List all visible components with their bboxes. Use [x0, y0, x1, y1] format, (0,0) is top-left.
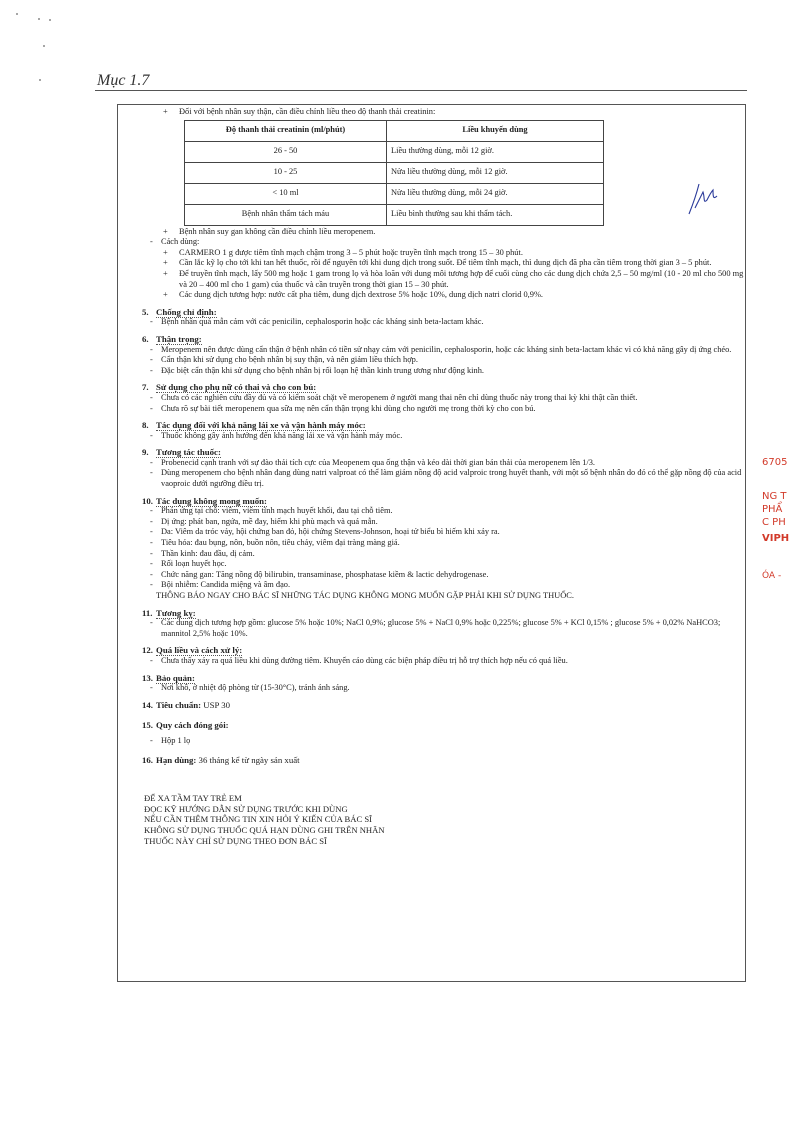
section-title: Tương kỵ: — [156, 607, 196, 618]
stamp-line: VIPH — [762, 533, 790, 544]
page-label: Mục 1.7 — [97, 72, 150, 89]
section-item: Thần kinh: đau đầu, dị cảm. — [161, 548, 255, 558]
section-inline-value: 36 tháng kể từ ngày sản xuất — [198, 754, 300, 765]
usage-item: + Để truyền tĩnh mạch, lấy 500 mg hoặc 1 gam trong lọ và hòa loãn với dung môi tương hợp để cuối cùng cho các dung dịch chứa 2,5 – 50 mg/ml (10 - 20 ml cho 500 mg và 20 – 400 ml cho 1 gam) của thuốc và cần truyền trong thời gian 15 – 30 phút. — [163, 268, 744, 289]
section-item: Rối loạn huyết học. — [161, 559, 227, 569]
renal-text: Đối với bệnh nhân suy thận, cần điều chỉnh liều theo độ thanh thải creatinin: — [179, 107, 436, 116]
table-cell: 26 - 50 — [185, 141, 387, 162]
section-title: Chống chỉ định: — [156, 306, 217, 317]
section-shelf-life — [144, 755, 746, 766]
table-cell: Bệnh nhân thẩm tách máu — [185, 204, 387, 225]
section-storage: 13. Bảo quản: - Nơi khô, ở nhiệt độ phòng từ (15-30°C), tránh ánh sáng. — [142, 672, 350, 693]
section-number: 9. — [142, 447, 149, 458]
section-title: Tiêu chuẩn: — [156, 699, 202, 710]
section-item: Dị ứng: phát ban, ngứa, mề đay, hiếm khi phù mạch và quá mẫn. — [161, 516, 378, 526]
section-item: Chưa rõ sự bài tiết meropenem qua sữa mẹ nên cẩn thận trọng khi dùng cho người mẹ trong thời kỳ cho con bú. — [161, 403, 536, 413]
stamp-line: 6705 — [762, 457, 788, 468]
usage-title: Cách dùng: — [161, 237, 200, 247]
section-inline-value: USP 30 — [203, 699, 231, 710]
section-item: Chức năng gan: Tăng nồng độ bilirubin, transaminase, phosphatase kiềm & lactic dehydrogenase. — [161, 569, 489, 579]
section-number: 8. — [142, 420, 149, 431]
renal-dose-table — [184, 120, 604, 226]
table-cell: Liều bình thường sau khi thẩm tách. — [387, 204, 604, 225]
usage-heading: - Cách dùng: — [150, 237, 200, 247]
renal-dosing-note: + Đối với bệnh nhân suy thận, cần điều chỉnh liều theo độ thanh thải creatinin: — [163, 107, 436, 116]
section-contraindications: 5. Chống chỉ định: - Bệnh nhân quá mẫn cảm với các penicilin, cephalosporin hoặc các kháng sinh beta-lactam khác. — [142, 306, 484, 327]
section-number: 10. — [142, 495, 153, 506]
red-stamp — [758, 455, 800, 615]
section-item: Bệnh nhân quá mẫn cảm với các penicilin, cephalosporin hoặc các kháng sinh beta-lactam khác. — [161, 317, 484, 327]
stamp-line: C PH — [762, 517, 786, 528]
section-number: 5. — [142, 306, 149, 317]
warning-line: ĐỌC KỸ HƯỚNG DẪN SỬ DỤNG TRƯỚC KHI DÙNG — [144, 803, 348, 814]
table-row — [185, 204, 604, 225]
section-item: Chưa thấy xảy ra quá liều khi dùng đường tiêm. Khuyến cáo dùng các biện pháp điều trị hỗ trợ thích hợp nếu có quá liều. — [161, 655, 568, 665]
stamp-line: PHẨ — [762, 504, 783, 515]
usage-item: + Các dung dịch tương hợp: nước cất pha tiêm, dung dịch dextrose 5% hoặc 10%, dung dịch natri clorid 0,9%. — [163, 290, 544, 300]
usage-item: + CARMERO 1 g được tiêm tĩnh mạch chậm trong 3 – 5 phút hoặc truyền tĩnh mạch trong 15 – 30 phút. — [163, 247, 523, 257]
table-row — [185, 162, 604, 183]
section-item: Phản ứng tại chỗ: viêm, viêm tĩnh mạch huyết khối, đau tại chỗ tiêm. — [161, 506, 393, 516]
warning-line: THUỐC NÀY CHỈ SỬ DỤNG THEO ĐƠN BÁC SĨ — [144, 835, 327, 846]
section-incompatibilities: 11. Tương kỵ: - Các dung dịch tương hợp gồm: glucose 5% hoặc 10%; NaCl 0,9%; glucose 5% + NaCl 0,9% hoặc 0,225%; glucose 5% + KCl 0,15% ; glucose 5% + 0,02% NaHCO3; mannitol 2,5% hoặc 10%. — [142, 607, 721, 638]
section-item: Tiêu hóa: đau bụng, nôn, buồn nôn, tiêu chảy, viêm đại tràng màng giả. — [161, 538, 400, 548]
table-cell: Nửa liều thường dùng, mỗi 12 giờ. — [387, 162, 604, 183]
section-number: 14. — [142, 699, 153, 710]
table-row — [185, 141, 604, 162]
table-header: Liều khuyến dùng — [387, 120, 604, 141]
warning-line: ĐỂ XA TẦM TAY TRẺ EM — [144, 793, 242, 804]
section-title: Tác dụng không mong muốn: — [156, 495, 267, 506]
section-item: Probenecid cạnh tranh với sự đào thải tích cực của Meopenem qua ống thận và kéo dài thời gian bán thải của meropenem lên 1/3. — [161, 457, 595, 467]
section-item: Thuốc không gây ảnh hưởng đến khả năng lái xe và vận hành máy móc. — [161, 430, 403, 440]
section-title: Tác dụng đối với khả năng lái xe và vận hành máy móc: — [156, 420, 366, 431]
section-number: 16. — [142, 754, 153, 765]
liver-text: Bệnh nhân suy gan không cần điều chỉnh liều meropenem. — [179, 226, 376, 236]
section-number: 13. — [142, 672, 153, 683]
table-cell: < 10 ml — [185, 183, 387, 204]
section-title: Bảo quản: — [156, 672, 195, 683]
section-number: 7. — [142, 382, 149, 393]
usage-item: + Cần lắc kỹ lọ cho tới khi tan hết thuốc, rồi để nguyên tới khi dung dịch trong suốt. Để tiêm tĩnh mạch, thì dung dịch đã pha cần tiêm trong thời gian 3 – 5 phút. — [163, 258, 712, 268]
section-title: Hạn dùng: — [156, 754, 197, 765]
stamp-line: ÓA - — [762, 571, 782, 581]
usage-text: Các dung dịch tương hợp: nước cất pha tiêm, dung dịch dextrose 5% hoặc 10%, dung dịch natri clorid 0,9%. — [179, 290, 544, 300]
liver-note: + Bệnh nhân suy gan không cần điều chỉnh liều meropenem. — [163, 226, 376, 236]
section-item: Cẩn thận khi sử dụng cho bệnh nhân bị suy thận, và nên giảm liều thích hợp. — [161, 355, 418, 365]
section-title: Quy cách đóng gói: — [156, 720, 229, 731]
header-rule — [95, 90, 747, 91]
section-item: Các dung dịch tương hợp gồm: glucose 5% hoặc 10%; NaCl 0,9%; glucose 5% + NaCl 0,9% hoặc 0,225%; glucose 5% + KCl 0,15% ; glucose 5% + 0,02% NaHCO3; mannitol 2,5% hoặc 10%. — [161, 618, 721, 638]
scan-specks — [0, 0, 60, 95]
section-number: 15. — [142, 720, 153, 731]
section-pregnancy: 7. Sử dụng cho phụ nữ có thai và cho con bú: - Chưa có các nghiên cứu đầy đủ và có kiểm soát chặt về meropenem ở người mang thai nên chỉ dùng thuốc này trong thai kỳ khi thật cần thiết. - Chưa rõ sự bài tiết meropenem qua sữa mẹ nên cẩn thận trọng khi dùng cho người mẹ trong thời kỳ cho con bú. — [142, 382, 638, 413]
usage-text: Cần lắc kỹ lọ cho tới khi tan hết thuốc, rồi để nguyên tới khi dung dịch trong suốt. Để tiêm tĩnh mạch, thì dung dịch đã pha cần tiêm trong thời gian 3 – 5 phút. — [179, 258, 712, 268]
section-item: Meropenem nên được dùng cẩn thận ở bệnh nhân có tiền sử nhạy cảm với penicilin, cephalosporin, hoặc các kháng sinh beta-lactam khác vì có khả năng gây dị ứng chéo. — [161, 344, 732, 354]
section-title: Thận trọng: — [156, 333, 202, 344]
section-number: 6. — [142, 333, 149, 344]
section-driving: 8. Tác dụng đối với khả năng lái xe và vận hành máy móc: - Thuốc không gây ảnh hưởng đến khả năng lái xe và vận hành máy móc. — [142, 420, 403, 440]
section-item: Đặc biệt cẩn thận khi sử dụng cho bệnh nhân bị rối loạn hệ thần kinh trung ương như động kinh. — [161, 365, 484, 375]
usage-text: Để truyền tĩnh mạch, lấy 500 mg hoặc 1 gam trong lọ và hòa loãn với dung môi tương hợp để cuối cùng cho các dung dịch chứa 2,5 – 50 mg/ml (10 - 20 ml cho 500 mg và 20 – 400 ml cho 1 gam) của thuốc và cần truyền trong thời gian 15 – 30 phút. — [179, 268, 744, 289]
section-standard — [144, 700, 746, 711]
table-cell: Nửa liều thường dùng, mỗi 24 giờ. — [387, 183, 604, 204]
warning-line: KHÔNG SỬ DỤNG THUỐC QUÁ HẠN DÙNG GHI TRÊN NHÃN — [144, 824, 385, 835]
section-item: Bội nhiễm: Candida miệng và âm đạo. — [161, 580, 291, 590]
section-item: Dùng meropenem cho bệnh nhân đang dùng natri valproat có thể làm giảm nồng độ acid valproic trong huyết thanh, với một số bệnh nhân do đó có thể gặp nồng độ của acid vaoproic dưới ngưỡng điều trị. — [161, 468, 742, 489]
section-title: Sử dụng cho phụ nữ có thai và cho con bú: — [156, 382, 317, 393]
usage-text: CARMERO 1 g được tiêm tĩnh mạch chậm trong 3 – 5 phút hoặc truyền tĩnh mạch trong 15 – 30 phút. — [179, 247, 523, 257]
section-packaging: 15. Quy cách đóng gói: - Hộp 1 lọ — [142, 720, 229, 745]
table-header: Độ thanh thải creatinin (ml/phút) — [185, 120, 387, 141]
warning-block — [144, 793, 746, 846]
section-number: 11. — [142, 607, 153, 618]
section-item: Da: Viêm da tróc vảy, hội chứng ban đỏ, hội chứng Stevens-Johnson, hoại tử biểu bì hiếm khi xảy ra. — [161, 527, 500, 537]
section-item: Nơi khô, ở nhiệt độ phòng từ (15-30°C), tránh ánh sáng. — [161, 683, 350, 693]
warning-line: NẾU CẦN THÊM THÔNG TIN XIN HỎI Ý KIẾN CỦA BÁC SĨ — [144, 814, 372, 825]
table-cell: Liều thường dùng, mỗi 12 giờ. — [387, 141, 604, 162]
section-title: Quá liều và cách xử lý: — [156, 645, 243, 656]
section-number: 12. — [142, 645, 153, 656]
section-item: Chưa có các nghiên cứu đầy đủ và có kiểm soát chặt về meropenem ở người mang thai nên chỉ dùng thuốc này trong thai kỳ khi thật cần thiết. — [161, 392, 638, 402]
document-body — [144, 107, 746, 846]
section-adverse-effects: 10. Tác dụng không mong muốn: - Phản ứng tại chỗ: viêm, viêm tĩnh mạch huyết khối, đau tại chỗ tiêm. - Dị ứng: phát ban, ngứa, mề đay, hiếm khi phù mạch và quá mẫn. - Da: Viêm da tróc vảy, hội chứng ban đỏ, hội chứng Stevens-Johnson, hoại tử biểu bì hiếm khi xảy ra. - Tiêu hóa: đau bụng, nôn, buồn nôn, tiêu chảy, viêm đại tràng màng giả. - Thần kinh: đau đầu, dị cảm. - Rối loạn huyết học. - Chức năng gan: Tăng nồng độ bilirubin, transaminase, phosphatase kiềm & lactic dehydrogenase. - Bội nhiễm: Candida miệng và âm đạo. THÔNG BÁO NGAY CHO BÁC SĨ NHỮNG TÁC DỤNG KHÔNG MONG MUỐN GẶP PHẢI KHI SỬ DỤNG THUỐC. — [144, 496, 746, 602]
section-interactions: 9. Tương tác thuốc: - Probenecid cạnh tranh với sự đào thải tích cực của Meopenem qua ống thận và kéo dài thời gian bán thải của meropenem lên 1/3. - Dùng meropenem cho bệnh nhân đang dùng natri valproat có thể làm giảm nồng độ acid valproic trong huyết thanh, với một số bệnh nhân do đó có thể gặp nồng độ của acid vaoproic dưới ngưỡng điều trị. — [142, 447, 742, 489]
adverse-effects-notice: THÔNG BÁO NGAY CHO BÁC SĨ NHỮNG TÁC DỤNG KHÔNG MONG MUỐN GẶP PHẢI KHI SỬ DỤNG THUỐC. — [156, 591, 574, 600]
section-item: Hộp 1 lọ — [161, 735, 191, 745]
section-precautions: 6. Thận trọng: - Meropenem nên được dùng cẩn thận ở bệnh nhân có tiền sử nhạy cảm với penicilin, cephalosporin, hoặc các kháng sinh beta-lactam khác vì có khả năng gây dị ứng chéo. - Cẩn thận khi sử dụng cho bệnh nhân bị suy thận, và nên giảm liều thích hợp. - Đặc biệt cẩn thận khi sử dụng cho bệnh nhân bị rối loạn hệ thần kinh trung ương như động kinh. — [142, 333, 732, 375]
stamp-line: NG T — [762, 491, 787, 502]
table-row — [185, 183, 604, 204]
section-overdose: 12. Quá liều và cách xử lý: - Chưa thấy xảy ra quá liều khi dùng đường tiêm. Khuyến cáo dùng các biện pháp điều trị hỗ trợ thích hợp nếu có quá liều. — [142, 645, 568, 665]
table-cell: 10 - 25 — [185, 162, 387, 183]
section-title: Tương tác thuốc: — [156, 447, 221, 458]
